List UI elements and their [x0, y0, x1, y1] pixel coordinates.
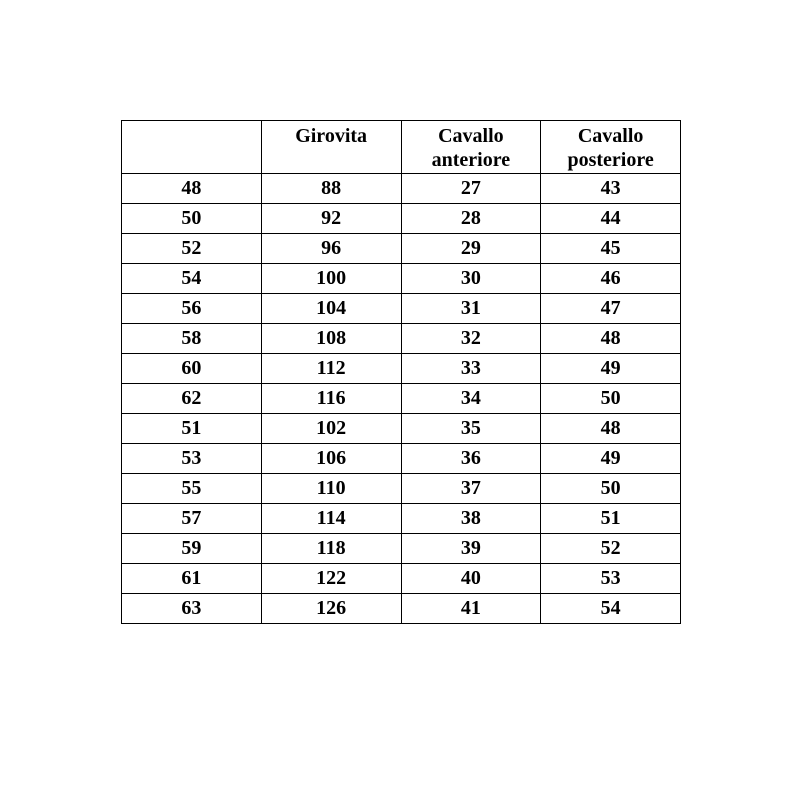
- table-cell-girovita: 118: [261, 534, 401, 564]
- table-cell-girovita: 126: [261, 594, 401, 624]
- table-cell-cavallo-posteriore: 51: [541, 504, 681, 534]
- table-row: [122, 354, 681, 384]
- header-cell-cavallo-posteriore: [541, 121, 681, 174]
- table-cell-cavallo-anteriore: 32: [401, 324, 541, 354]
- table-cell-cavallo-posteriore: 53: [541, 564, 681, 594]
- table-row: [122, 384, 681, 414]
- table-cell-cavallo-anteriore: 34: [401, 384, 541, 414]
- table-cell-size: 60: [122, 354, 262, 384]
- table-cell-cavallo-anteriore: 36: [401, 444, 541, 474]
- table-row: [122, 204, 681, 234]
- table-cell-cavallo-anteriore: 35: [401, 414, 541, 444]
- header-label: anteriore: [431, 149, 511, 171]
- table-header: [122, 121, 681, 174]
- table-row: [122, 474, 681, 504]
- table-cell-size: 51: [122, 414, 262, 444]
- table-row: [122, 234, 681, 264]
- header-label: posteriore: [567, 149, 654, 171]
- table-cell-girovita: 102: [261, 414, 401, 444]
- table-cell-girovita: 106: [261, 444, 401, 474]
- table-row: [122, 414, 681, 444]
- header-row: [122, 121, 681, 174]
- header-cell-girovita: [261, 121, 401, 174]
- table-cell-cavallo-anteriore: 29: [401, 234, 541, 264]
- table-row: [122, 264, 681, 294]
- table-body: [122, 174, 681, 624]
- table-cell-girovita: 96: [261, 234, 401, 264]
- table-cell-cavallo-anteriore: 30: [401, 264, 541, 294]
- table-cell-size: 50: [122, 204, 262, 234]
- header-cell-cavallo-anteriore: [401, 121, 541, 174]
- table-row: [122, 534, 681, 564]
- table-cell-cavallo-anteriore: 41: [401, 594, 541, 624]
- table-cell-cavallo-posteriore: 49: [541, 444, 681, 474]
- table-cell-cavallo-posteriore: 45: [541, 234, 681, 264]
- table-cell-cavallo-posteriore: 43: [541, 174, 681, 204]
- table-cell-cavallo-posteriore: 48: [541, 414, 681, 444]
- size-table: [121, 120, 681, 624]
- table-cell-cavallo-anteriore: 33: [401, 354, 541, 384]
- table-cell-cavallo-anteriore: 31: [401, 294, 541, 324]
- header-label: Cavallo: [438, 125, 504, 147]
- table-cell-size: 58: [122, 324, 262, 354]
- table-cell-cavallo-anteriore: 38: [401, 504, 541, 534]
- table-row: [122, 294, 681, 324]
- table-cell-size: 48: [122, 174, 262, 204]
- table-cell-girovita: 116: [261, 384, 401, 414]
- header-label: Cavallo: [577, 125, 644, 147]
- table-cell-size: 56: [122, 294, 262, 324]
- table-cell-size: 52: [122, 234, 262, 264]
- table-cell-cavallo-anteriore: 40: [401, 564, 541, 594]
- table-cell-cavallo-posteriore: 50: [541, 384, 681, 414]
- table-row: [122, 504, 681, 534]
- table-cell-cavallo-posteriore: 49: [541, 354, 681, 384]
- table-cell-cavallo-posteriore: 52: [541, 534, 681, 564]
- table-cell-cavallo-posteriore: 54: [541, 594, 681, 624]
- table-cell-cavallo-anteriore: 27: [401, 174, 541, 204]
- table-cell-size: 63: [122, 594, 262, 624]
- header-cell-size: [122, 121, 262, 174]
- table-cell-girovita: 122: [261, 564, 401, 594]
- table-cell-cavallo-posteriore: 47: [541, 294, 681, 324]
- table-cell-cavallo-posteriore: 50: [541, 474, 681, 504]
- table-cell-girovita: 114: [261, 504, 401, 534]
- table-cell-size: 55: [122, 474, 262, 504]
- table-cell-girovita: 110: [261, 474, 401, 504]
- header-label: Girovita: [295, 125, 368, 147]
- table-cell-girovita: 104: [261, 294, 401, 324]
- table-row: [122, 174, 681, 204]
- table-cell-cavallo-anteriore: 37: [401, 474, 541, 504]
- table-row: [122, 444, 681, 474]
- table-cell-cavallo-posteriore: 44: [541, 204, 681, 234]
- table-cell-girovita: 112: [261, 354, 401, 384]
- table-cell-size: 57: [122, 504, 262, 534]
- table-cell-girovita: 92: [261, 204, 401, 234]
- table-cell-size: 59: [122, 534, 262, 564]
- table-cell-size: 54: [122, 264, 262, 294]
- table-row: [122, 324, 681, 354]
- table-cell-cavallo-anteriore: 28: [401, 204, 541, 234]
- table-cell-cavallo-anteriore: 39: [401, 534, 541, 564]
- table-cell-size: 53: [122, 444, 262, 474]
- table-cell-girovita: 108: [261, 324, 401, 354]
- table-cell-girovita: 100: [261, 264, 401, 294]
- table-cell-cavallo-posteriore: 46: [541, 264, 681, 294]
- table-cell-size: 62: [122, 384, 262, 414]
- table-row: [122, 594, 681, 624]
- table-cell-size: 61: [122, 564, 262, 594]
- table-row: [122, 564, 681, 594]
- table-cell-cavallo-posteriore: 48: [541, 324, 681, 354]
- table-cell-girovita: 88: [261, 174, 401, 204]
